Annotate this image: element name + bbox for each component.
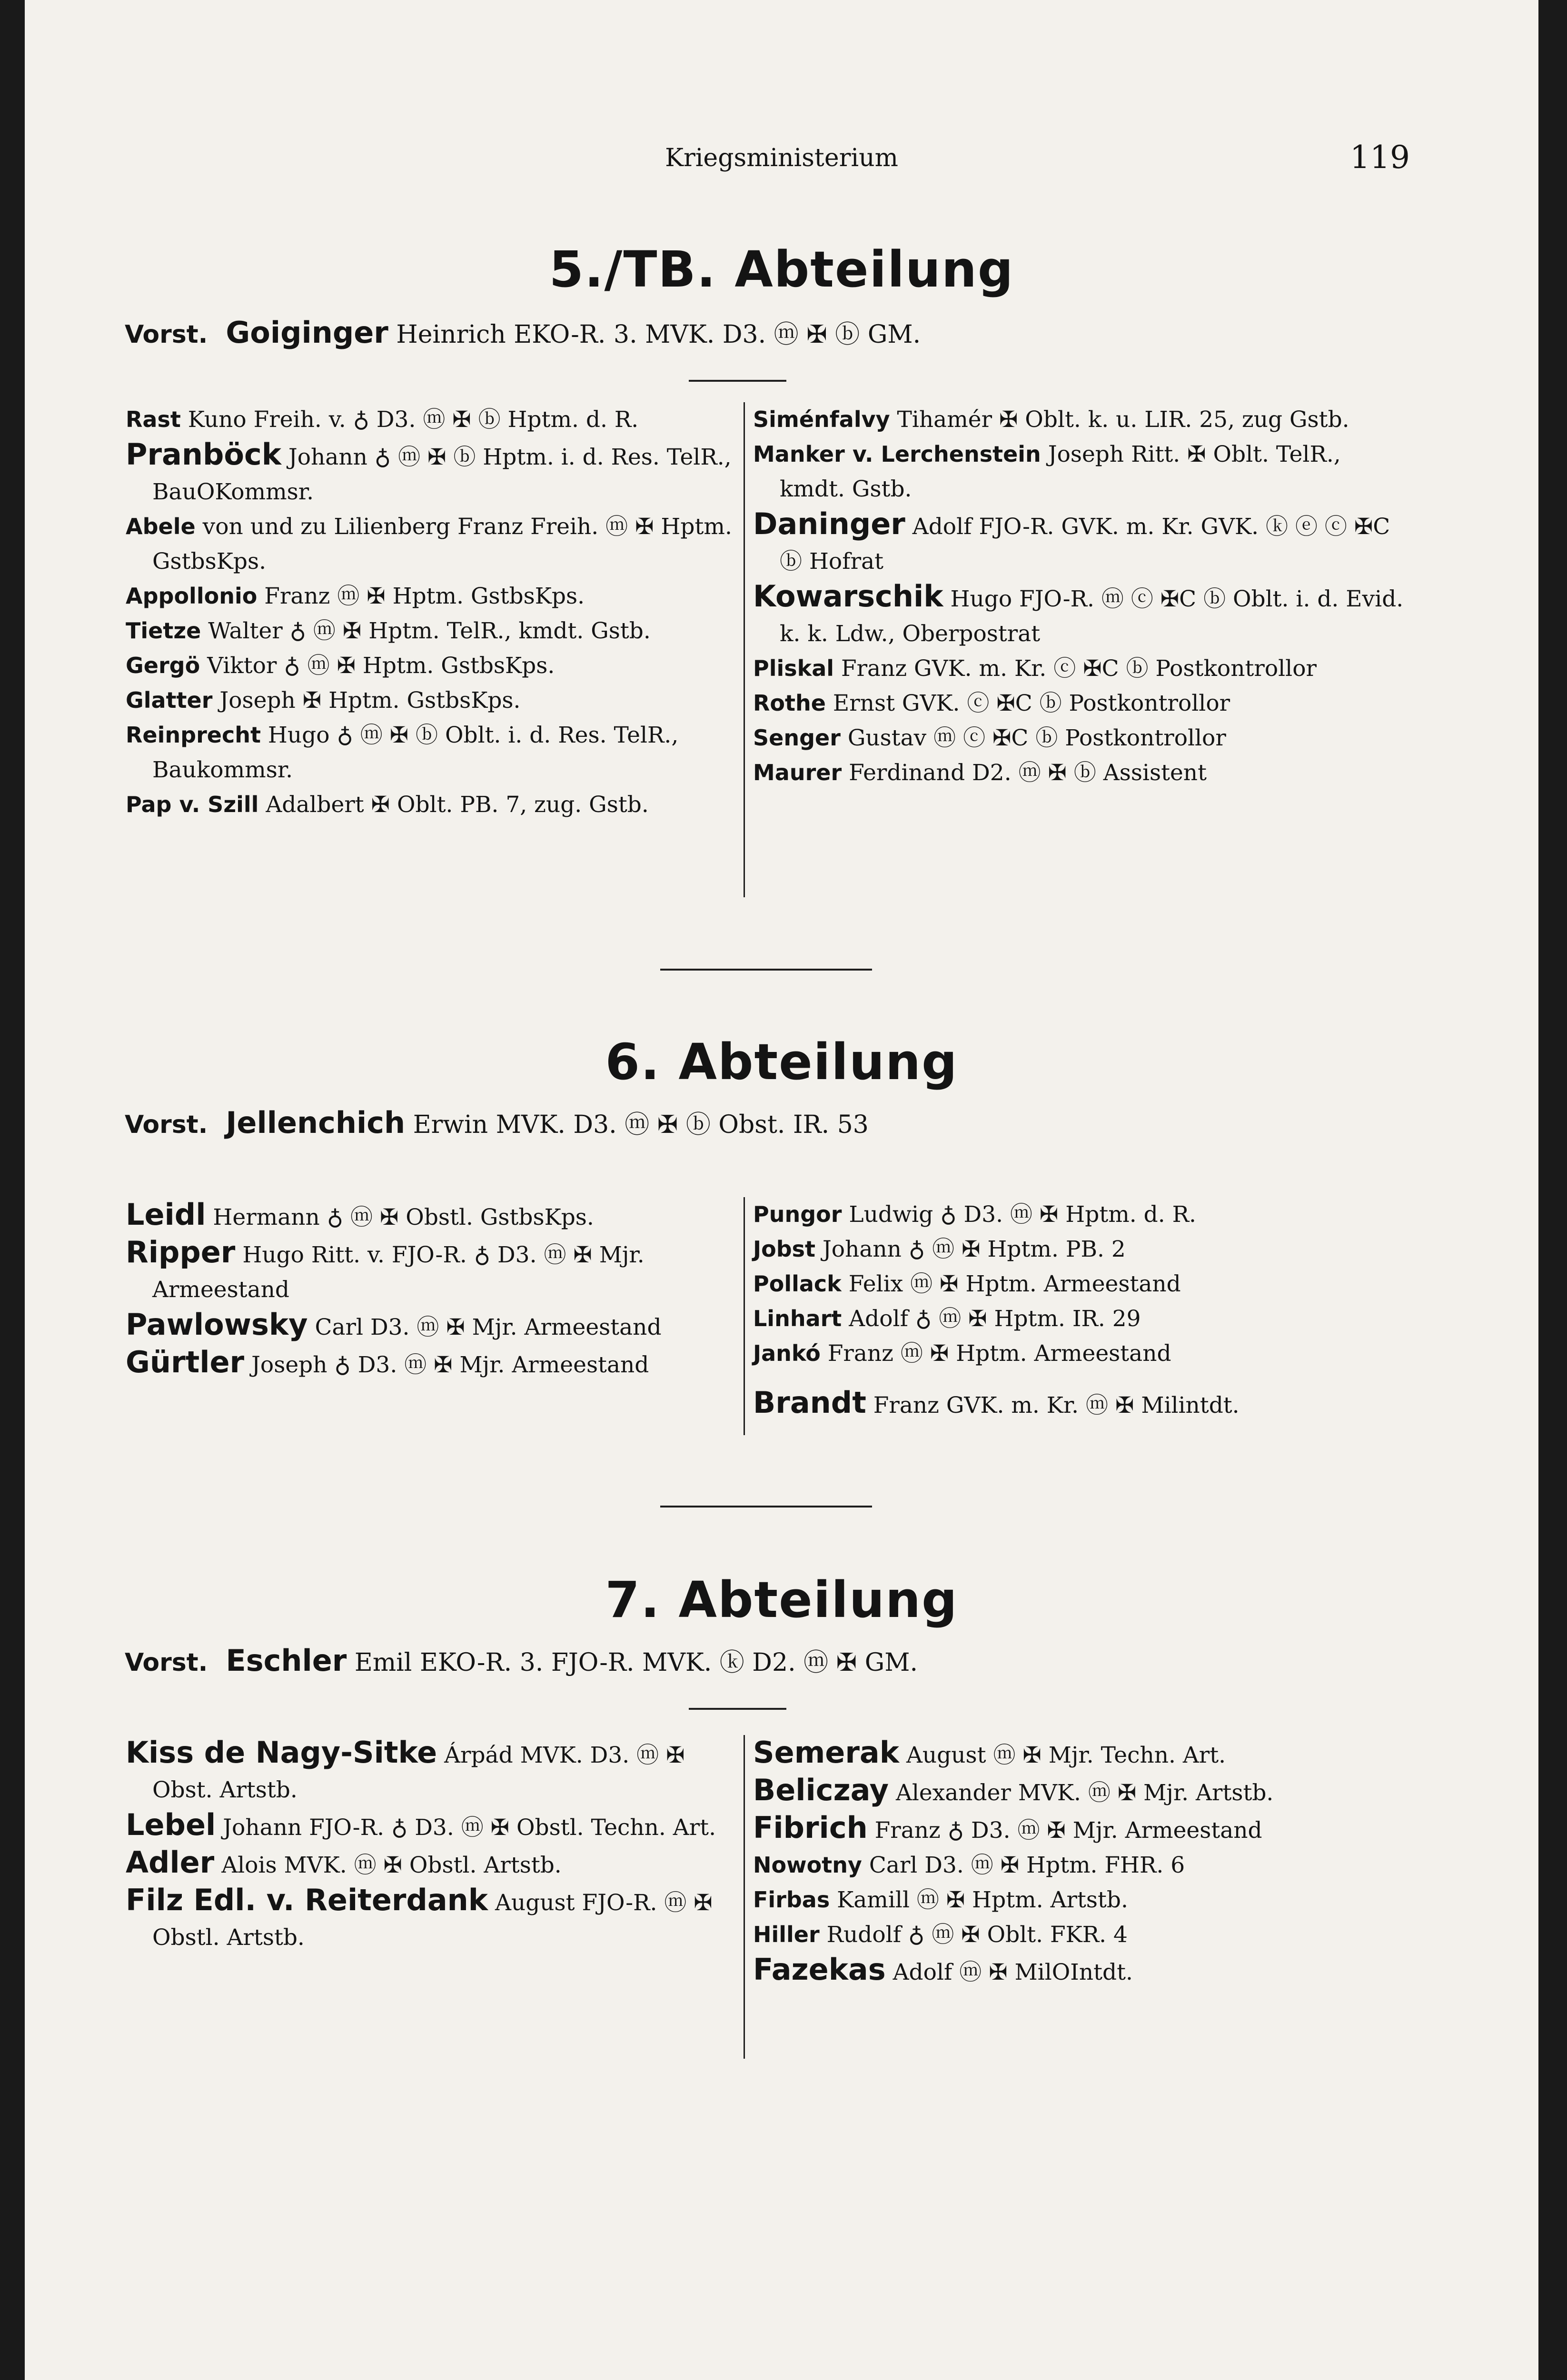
section-separator	[660, 969, 872, 971]
right-column	[753, 1197, 1405, 1423]
entry-name: Brandt	[753, 1385, 866, 1420]
entry	[753, 686, 1405, 721]
entry-details: Árpád MVK. D3. ⓜ ✠ Obst. Artstb.	[152, 1742, 685, 1803]
entry-details: von und zu Lilienberg Franz Freih. ⓜ ✠ Hptm. GstbsKps.	[152, 514, 732, 575]
entry-details: Alexander MVK. ⓜ ✠ Mjr. Artstb.	[889, 1780, 1274, 1806]
entry-name: Abele	[126, 514, 196, 539]
entry	[753, 506, 1405, 579]
section-5-tb	[25, 240, 1538, 818]
entry-name: Gergö	[126, 653, 200, 678]
section-6	[25, 1033, 1538, 1420]
page-number: 119	[1350, 139, 1410, 176]
entry-details: Carl D3. ⓜ ✠ Mjr. Armeestand	[307, 1314, 662, 1340]
head-details: Erwin MVK. D3. ⓜ ✠ ⓑ Obst. IR. 53	[413, 1111, 869, 1139]
section-7	[25, 1571, 1538, 1987]
entry-name: Tietze	[126, 618, 201, 644]
page-header	[25, 139, 1538, 177]
head-details: Heinrich EKO-R. 3. MVK. D3. ⓜ ✠ ⓑ GM.	[396, 320, 921, 349]
entry-details: Adalbert ✠ Oblt. PB. 7, zug. Gstb.	[258, 792, 649, 818]
entry	[753, 1385, 1405, 1423]
entry-details: Carl D3. ⓜ ✠ Hptm. FHR. 6	[862, 1852, 1185, 1878]
entry-name: Leidl	[126, 1197, 206, 1232]
entry-name: Glatter	[126, 687, 213, 713]
entry-details: Joseph Ritt. ✠ Oblt. TelR., kmdt. Gstb.	[780, 441, 1341, 502]
entry	[753, 1735, 1405, 1773]
running-title: Kriegsministerium	[665, 144, 898, 172]
entry-details: August FJO-R. ⓜ ✠ Obstl. Artstb.	[152, 1890, 713, 1951]
entry	[126, 437, 749, 509]
entry-details: Adolf FJO-R. GVK. m. Kr. GVK. ⓚ ⓔ ⓒ ✠C ⓑ Hofrat	[780, 514, 1390, 575]
entry-name: Beliczay	[753, 1773, 889, 1807]
entry-name: Nowotny	[753, 1852, 862, 1878]
entry-name: Pliskal	[753, 655, 834, 681]
head-name: Eschler	[226, 1643, 347, 1678]
entry	[126, 614, 749, 648]
entry-details: Adolf ⓜ ✠ MilOIntdt.	[885, 1959, 1133, 1985]
entry	[753, 1336, 1405, 1371]
entry-details: August ⓜ ✠ Mjr. Techn. Art.	[899, 1742, 1226, 1768]
entry-details: Felix ⓜ ✠ Hptm. Armeestand	[841, 1271, 1181, 1297]
entry-details: Kuno Freih. v. ♁ D3. ⓜ ✠ ⓑ Hptm. d. R.	[180, 407, 639, 433]
entry-details: Joseph ♁ D3. ⓜ ✠ Mjr. Armeestand	[244, 1352, 649, 1378]
entry-name: Firbas	[753, 1887, 830, 1913]
entry-name: Pranböck	[126, 437, 281, 472]
entry-name: Manker v. Lerchenstein	[753, 441, 1041, 467]
entry-name: Gürtler	[126, 1345, 245, 1379]
entry-details: Hermann ♁ ⓜ ✠ Obstl. GstbsKps.	[206, 1204, 594, 1230]
head-label: Vorst.	[125, 320, 208, 349]
entry-details: Gustav ⓜ ⓒ ✠C ⓑ Postkontrollor	[840, 725, 1226, 751]
entry-details: Franz ♁ D3. ⓜ ✠ Mjr. Armeestand	[867, 1817, 1262, 1844]
entry	[753, 579, 1405, 651]
entry-details: Johann ♁ ⓜ ✠ ⓑ Hptm. i. d. Res. TelR., BauOKommsr.	[152, 444, 732, 505]
entry	[126, 787, 749, 822]
spacer	[753, 1371, 1405, 1385]
entry-details: Johann ♁ ⓜ ✠ Hptm. PB. 2	[815, 1236, 1126, 1262]
entry	[753, 1917, 1405, 1952]
entry	[753, 437, 1405, 506]
section-title: 7. Abteilung	[605, 1571, 958, 1629]
entry-details: Viktor ♁ ⓜ ✠ Hptm. GstbsKps.	[200, 653, 555, 679]
entry	[126, 402, 749, 437]
entry	[126, 509, 749, 579]
entry	[753, 1301, 1405, 1336]
entry	[753, 1197, 1405, 1232]
entry-name: Lebel	[126, 1807, 216, 1842]
section-title: 5./TB. Abteilung	[549, 240, 1014, 298]
entry	[126, 718, 749, 787]
entry-details: Adolf ♁ ⓜ ✠ Hptm. IR. 29	[842, 1306, 1141, 1332]
entry-name: Jobst	[753, 1236, 816, 1262]
head-details: Emil EKO-R. 3. FJO-R. MVK. ⓚ D2. ⓜ ✠ GM.	[354, 1648, 918, 1677]
entry	[753, 1810, 1405, 1848]
entry-details: Franz ⓜ ✠ Hptm. GstbsKps.	[257, 583, 585, 609]
entry	[753, 1848, 1405, 1883]
entry-details: Franz GVK. m. Kr. ⓜ ✠ Milintdt.	[866, 1392, 1240, 1418]
entry-name: Maurer	[753, 760, 842, 785]
entry-details: Ernst GVK. ⓒ ✠C ⓑ Postkontrollor	[825, 690, 1230, 716]
entry-details: Hugo ♁ ⓜ ✠ ⓑ Oblt. i. d. Res. TelR., Baukommsr.	[152, 722, 679, 783]
entry-details: Walter ♁ ⓜ ✠ Hptm. TelR., kmdt. Gstb.	[201, 618, 651, 644]
entry-name: Hiller	[753, 1922, 820, 1947]
section-title: 6. Abteilung	[605, 1033, 958, 1091]
entry-details: Johann FJO-R. ♁ D3. ⓜ ✠ Obstl. Techn. Art.	[216, 1815, 716, 1841]
entry-name: Jankó	[753, 1340, 821, 1366]
left-column	[126, 1735, 749, 1955]
entry	[126, 1845, 749, 1883]
entry	[126, 683, 749, 718]
entry	[753, 651, 1405, 686]
entry-details: Hugo Ritt. v. FJO-R. ♁ D3. ⓜ ✠ Mjr. Armeestand	[152, 1242, 645, 1303]
entry-name: Linhart	[753, 1306, 842, 1331]
entry-name: Rast	[126, 407, 181, 432]
document-page	[25, 0, 1538, 2380]
entry-name: Pawlowsky	[126, 1307, 308, 1342]
entry-name: Pap v. Szill	[126, 792, 259, 817]
short-rule	[689, 1708, 786, 1710]
short-rule	[689, 380, 786, 382]
section-head	[125, 314, 921, 350]
entry	[126, 1197, 749, 1235]
entry-name: Daninger	[753, 506, 905, 541]
left-column	[126, 1197, 749, 1382]
head-label: Vorst.	[125, 1111, 208, 1139]
head-name: Jellenchich	[226, 1105, 406, 1140]
entry-name: Siménfalvy	[753, 407, 890, 432]
entry	[753, 402, 1405, 437]
entry-name: Fibrich	[753, 1810, 868, 1845]
entry-details: Hugo FJO-R. ⓜ ⓒ ✠C ⓑ Oblt. i. d. Evid. k. k. Ldw., Oberpostrat	[780, 586, 1404, 647]
entry-details: Tihamér ✠ Oblt. k. u. LIR. 25, zug Gstb.	[890, 407, 1349, 433]
entry	[126, 1807, 749, 1845]
entry-details: Franz GVK. m. Kr. ⓒ ✠C ⓑ Postkontrollor	[834, 655, 1317, 682]
entry	[753, 755, 1405, 790]
right-column	[753, 402, 1405, 790]
right-column	[753, 1735, 1405, 1990]
entry-name: Adler	[126, 1845, 215, 1880]
entry-details: Ferdinand D2. ⓜ ✠ ⓑ Assistent	[842, 760, 1207, 786]
entry-name: Fazekas	[753, 1952, 886, 1987]
entry-name: Filz Edl. v. Reiterdank	[126, 1883, 488, 1917]
entry	[753, 1232, 1405, 1267]
entry-name: Ripper	[126, 1235, 236, 1269]
entry	[126, 1235, 749, 1307]
entry-name: Kowarschik	[753, 579, 943, 614]
entry	[126, 1883, 749, 1955]
entry-name: Appollonio	[126, 583, 258, 609]
entry	[753, 1883, 1405, 1917]
section-head	[125, 1642, 918, 1678]
entry-details: Rudolf ♁ ⓜ ✠ Oblt. FKR. 4	[819, 1922, 1128, 1948]
entry	[753, 1267, 1405, 1301]
entry-name: Senger	[753, 725, 841, 751]
entry	[126, 1735, 749, 1807]
entry-details: Ludwig ♁ D3. ⓜ ✠ Hptm. d. R.	[842, 1201, 1196, 1228]
entry-details: Joseph ✠ Hptm. GstbsKps.	[212, 687, 521, 714]
entry-name: Rothe	[753, 690, 826, 716]
head-name: Goiginger	[226, 315, 388, 350]
head-label: Vorst.	[125, 1648, 208, 1677]
entry	[126, 1345, 749, 1382]
entry	[126, 1307, 749, 1345]
entry-name: Reinprecht	[126, 722, 261, 748]
left-column	[126, 402, 749, 822]
entry-name: Pollack	[753, 1271, 842, 1297]
entry	[126, 579, 749, 614]
entry	[753, 1773, 1405, 1810]
section-head	[125, 1104, 869, 1140]
entry	[753, 1952, 1405, 1990]
entry-details: Kamill ⓜ ✠ Hptm. Artstb.	[830, 1887, 1128, 1913]
entry-name: Kiss de Nagy-Sitke	[126, 1735, 437, 1770]
entry-details: Alois MVK. ⓜ ✠ Obstl. Artstb.	[214, 1852, 562, 1878]
entry	[126, 648, 749, 683]
entry-name: Pungor	[753, 1201, 842, 1227]
section-separator	[660, 1506, 872, 1507]
entry	[753, 721, 1405, 755]
entry-name: Semerak	[753, 1735, 900, 1770]
entry-details: Franz ⓜ ✠ Hptm. Armeestand	[820, 1340, 1171, 1367]
